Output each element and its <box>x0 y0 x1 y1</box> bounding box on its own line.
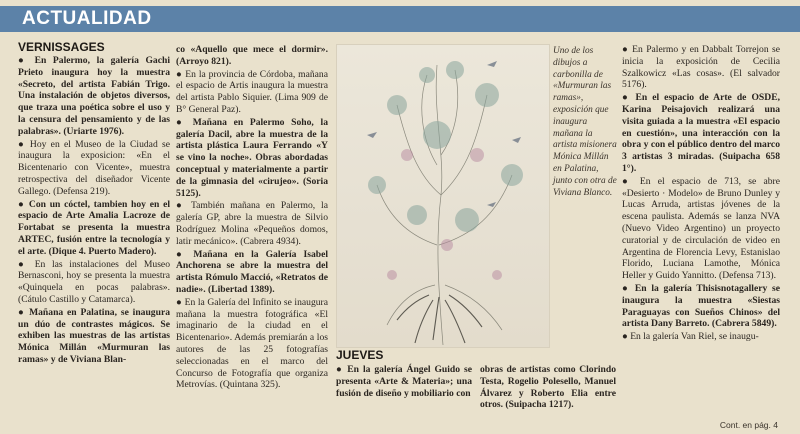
news-item: ● En la galería Ángel Guido se presenta «Arte & Materia»; una fusión de diseño y mobiliario con <box>336 364 472 399</box>
news-item: ● En las instalaciones del Museo Bernasconi, hoy se presenta la muestra «Quinquela en pocas palabras». (Cátulo Castillo y Catamarca). <box>18 258 170 305</box>
section-header <box>0 0 800 38</box>
news-item: ● En la provincia de Córdoba, mañana el espacio de Artis inaugura la muestra del artista Pablo Siquier. (Lima 909 de B° General Paz). <box>176 68 328 115</box>
charcoal-drawing-illustration <box>337 45 549 347</box>
news-item: co «Aquello que mece el dormir». (Arroyo 821). <box>176 44 328 67</box>
news-item: ● En la Galería del Infinito se inaugura mañana la muestra fotográfica «El imaginario de la ciudad en el Bicentenario». Además premiarán a los autores de las 25 fotografías seleccionadas en el marco del Concurso de Fotografía que organiza Metrovías. (Quintana 325). <box>176 296 328 391</box>
column-2 <box>176 44 328 392</box>
jueves-heading: JUEVES <box>336 348 384 362</box>
column-1 <box>18 38 170 367</box>
news-item: ● En la galería Van Riel, se inaugu- <box>622 331 759 343</box>
news-item: ● También mañana en Palermo, la galería GP, abre la muestra de Silvio Rodríguez Molina «Pequeños domos, latir mecánico». (Cabrera 4934). <box>176 200 328 247</box>
continuation-note: Cont. en pág. 4 <box>719 420 778 430</box>
vernissages-heading: VERNISSAGES <box>18 40 105 54</box>
news-item: ● Mañana en Palatina, se inaugura un dúo de contrastes mágicos. Se exhiben las muestras de las artistas Mónica Millán «Murmuran las ramas» y de Viviana Blan- <box>18 306 170 365</box>
news-item: ● Hoy en el Museo de la Ciudad se inaugura la exposicion: «En el Bicentenario con Vicente», muestra retrospectiva del diseñador Vicente Gallego. (Defensa 219). <box>18 138 170 197</box>
news-item: ● Con un cóctel, tambien hoy en el espacio de Arte Amalia Lacroze de Fortabat se presenta la muestra ARTEC, fusión entre la tecnología y el arte. (Dique 4. Puerto Madero). <box>18 198 170 257</box>
jueves-section <box>336 348 616 434</box>
news-item: obras de artistas como Clorindo Testa, Rogelio Polesello, Manuel Álvarez y Roberto Elia entre otros. (Suipacha 1217). <box>480 364 616 411</box>
news-item: ● En la galería Thisisnotagallery se inaugura la muestra «Siestas Paraguayas con Sueños Chinos» del artista Dany Barreto. (Cabrera 5849). <box>622 282 780 330</box>
news-item: ● En Palermo y en Dabbalt Torrejon se inicia la exposición de Cecilia Szalkowicz «Las cosas». (El salvador 5176). <box>622 44 780 91</box>
news-item: ● Mañana en la Galería Isabel Anchorena se abre la muestra del artista Rómulo Macció, «Retratos de nadie». (Libertad 1389). <box>176 248 328 295</box>
jueves-columns <box>336 364 616 434</box>
column-5 <box>622 44 780 344</box>
artwork-image <box>336 44 550 348</box>
section-title: ACTUALIDAD <box>22 8 152 29</box>
image-caption: Uno de los dibujos a carbonilla de «Murmuran las ramas», exposición que inaugura mañana la artista misionera Mónica Millán en Palatina, junto con otra de Viviana Blanco. <box>553 46 617 198</box>
news-item: ● En el espacio de 713, se abre «Desierto · Modelo» de Bruno Dunley y Lucas Arruda, artistas jóvenes de la escena paulista. Además se lanza NVA (Nuevo Video Argentino) un proyecto curatorial y de circulación de video en Argentina de Florencia Levy, Estanislao Florido, Luciana Lamothe, Mónica Heller y Guido Yannitto. (Defensa 713). <box>622 175 780 282</box>
news-item: ● En Palermo, la galería Gachi Prieto inaugura hoy la muestra «Secreto, del artista Fabián Trigo. Una instalación de objetos diversos, que traza una poética sobre el uso y la censura del pensamiento y de las palabras». (Uriarte 1976). <box>18 55 170 137</box>
news-item: ● Mañana en Palermo Soho, la galería Dacil, abre la muestra de la artista plástica Laura Ferrando «Y se vino la noche». Obras abordadas conceptual y materialmente a partir de la gimnasia del «cirujeo». (Soria 5125). <box>176 116 328 199</box>
news-item: ● En el espacio de Arte de OSDE, Karina Peisajovich realizará una visita guiada a la muestra «El espacio en cuestión», una interacción con la obra y con el público dentro del marco 3 artistas 3 miradas. (Suipacha 658 1°). <box>622 92 780 174</box>
